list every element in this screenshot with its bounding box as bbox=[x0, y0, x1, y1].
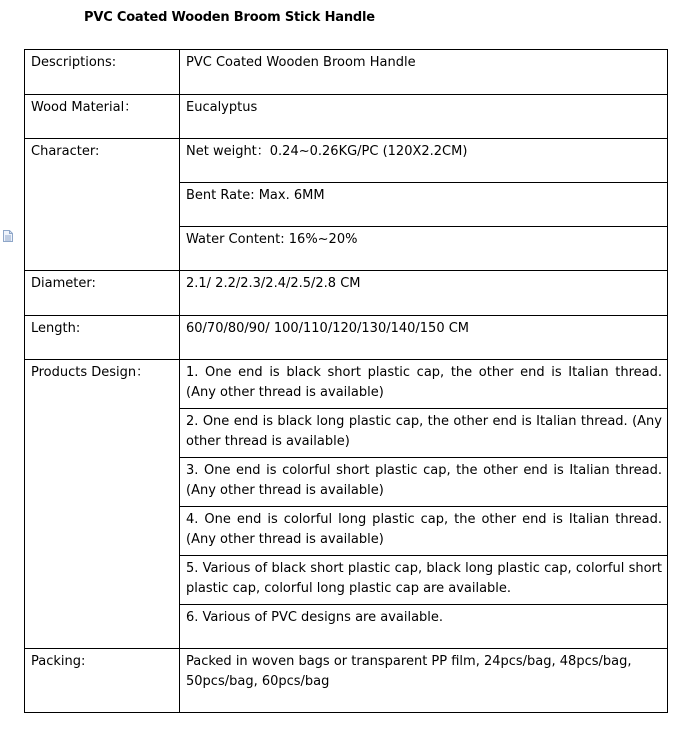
document-title: PVC Coated Wooden Broom Stick Handle bbox=[84, 10, 375, 25]
design-item-4: 4. One end is colorful long plastic cap, the other end is Italian thread. (Any other thread is available) bbox=[180, 507, 668, 556]
wood-material-label: Wood Material： bbox=[25, 95, 180, 139]
packing-label: Packing: bbox=[25, 649, 180, 713]
length-value: 60/70/80/90/ 100/110/120/130/140/150 CM bbox=[180, 316, 668, 360]
descriptions-label: Descriptions: bbox=[25, 50, 180, 95]
diameter-label: Diameter: bbox=[25, 271, 180, 316]
character-water-content: Water Content: 16%~20% bbox=[180, 227, 668, 271]
character-bent-rate: Bent Rate: Max. 6MM bbox=[180, 183, 668, 227]
design-item-3: 3. One end is colorful short plastic cap, the other end is Italian thread. (Any other thread is available) bbox=[180, 458, 668, 507]
design-item-5: 5. Various of black short plastic cap, black long plastic cap, colorful short plastic cap, colorful long plastic cap are available. bbox=[180, 556, 668, 605]
products-design-label: Products Design： bbox=[25, 360, 180, 649]
design-item-1: 1. One end is black short plastic cap, the other end is Italian thread. (Any other thread is available) bbox=[180, 360, 668, 409]
table-row bbox=[25, 360, 668, 409]
length-label: Length: bbox=[25, 316, 180, 360]
table-row bbox=[25, 139, 668, 183]
table-row bbox=[25, 50, 668, 95]
document-icon bbox=[3, 230, 13, 242]
character-net-weight: Net weight：0.24~0.26KG/PC (120X2.2CM) bbox=[180, 139, 668, 183]
wood-material-value: Eucalyptus bbox=[180, 95, 668, 139]
table-row bbox=[25, 271, 668, 316]
descriptions-value: PVC Coated Wooden Broom Handle bbox=[180, 50, 668, 95]
table-row bbox=[25, 649, 668, 713]
table-row bbox=[25, 95, 668, 139]
table-row bbox=[25, 316, 668, 360]
design-item-6: 6. Various of PVC designs are available. bbox=[180, 605, 668, 649]
spec-table bbox=[24, 49, 668, 713]
character-label: Character: bbox=[25, 139, 180, 271]
packing-value: Packed in woven bags or transparent PP film, 24pcs/bag, 48pcs/bag, 50pcs/bag, 60pcs/bag bbox=[180, 649, 668, 713]
diameter-value: 2.1/ 2.2/2.3/2.4/2.5/2.8 CM bbox=[180, 271, 668, 316]
design-item-2: 2. One end is black long plastic cap, the other end is Italian thread. (Any other thread is available) bbox=[180, 409, 668, 458]
